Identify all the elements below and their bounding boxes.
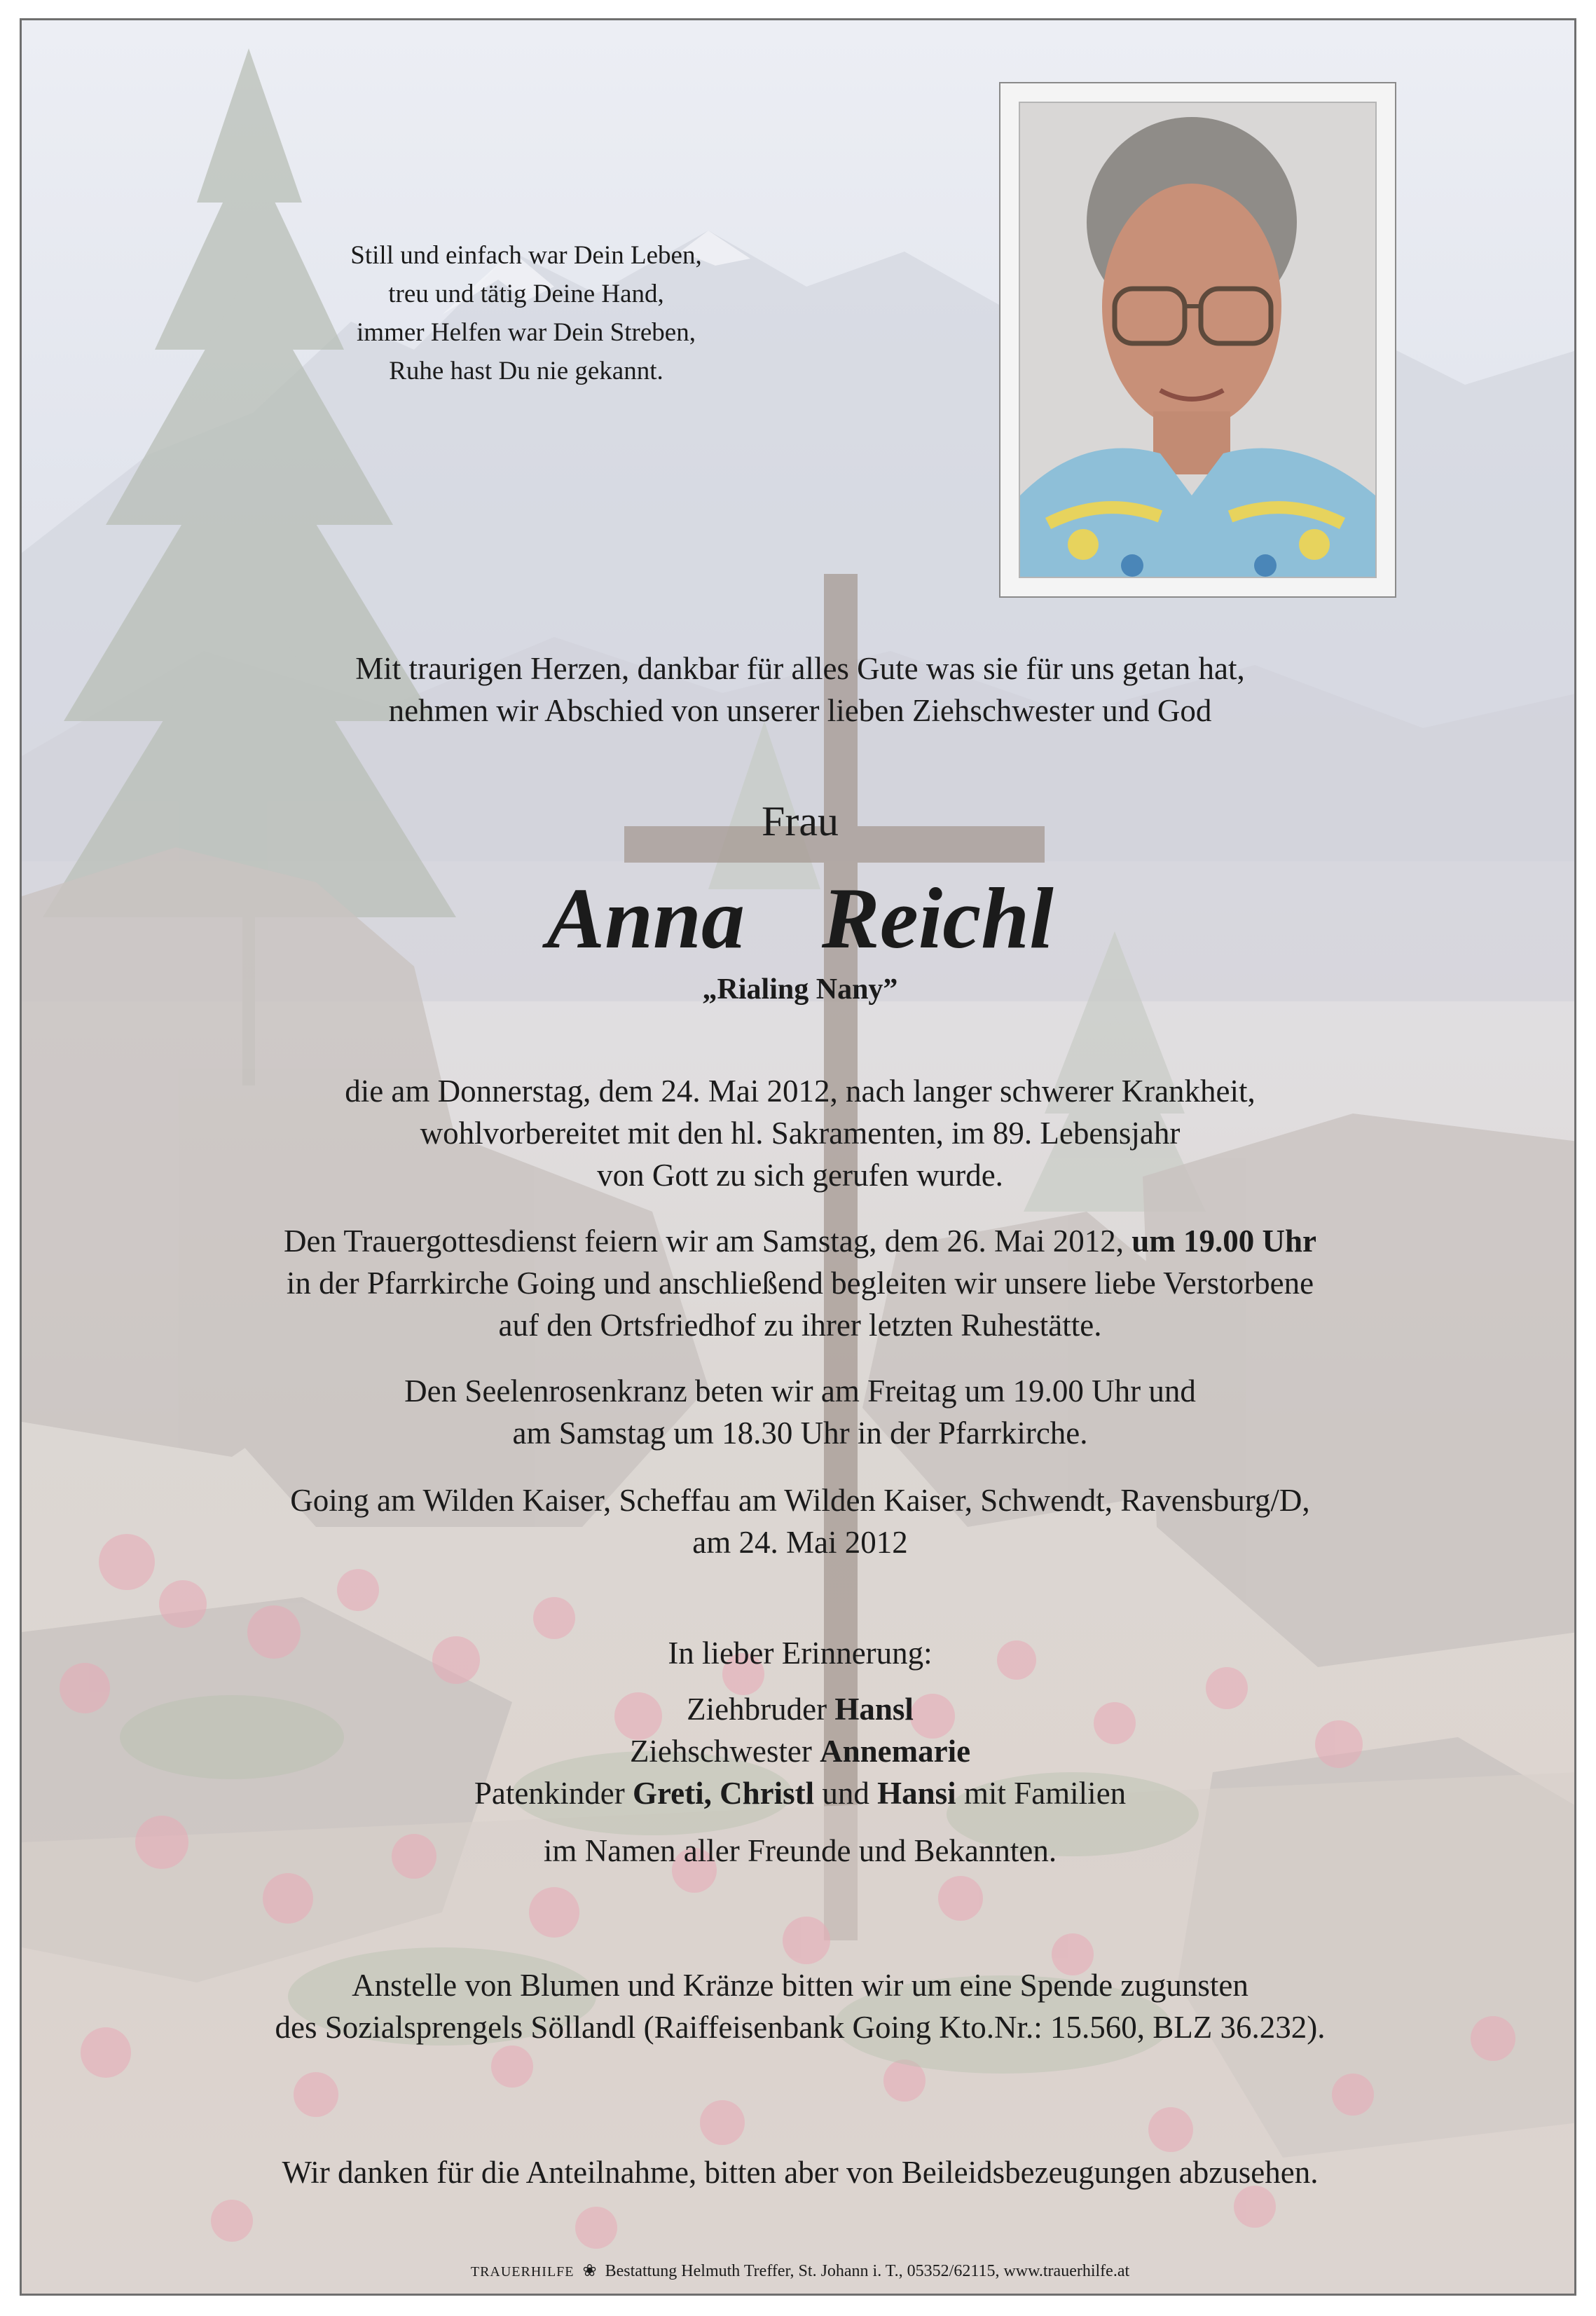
intro-text [22,647,1576,732]
mourners-list [22,1688,1576,1872]
intro-line: Mit traurigen Herzen, dankbar für alles Gute was sie für uns getan hat, [355,651,1245,686]
place-line: Going am Wilden Kaiser, Scheffau am Wilden Kaiser, Schwendt, Ravensburg/D, [290,1483,1310,1518]
death-notice-line: wohlvorbereitet mit den hl. Sakramenten, im 89. Lebensjahr [420,1116,1181,1151]
mourner-name: Hansi [877,1776,956,1811]
portrait-frame [999,82,1396,598]
mourner-name: Hansl [834,1692,914,1727]
funeral-time: um 19.00 Uhr [1131,1224,1316,1259]
obituary-sheet [20,18,1576,2296]
intro-line: nehmen wir Abschied von unserer lieben Ziehschwester und God [388,693,1212,728]
donation-line: des Sozialsprengels Söllandl (Raiffeisenbank Going Kto.Nr.: 15.560, BLZ 36.232). [275,2010,1326,2045]
poem-line: treu und tätig Deine Hand, [388,280,664,308]
memory-heading: In lieber Erinnerung: [668,1636,933,1671]
footer-logo-icon: ❀ [578,2262,601,2280]
place-date [22,1479,1576,1563]
mourner-relation: Ziehbruder [687,1692,835,1727]
mourner-relation: Ziehschwester [629,1734,820,1769]
death-notice-line: die am Donnerstag, dem 24. Mai 2012, nach langer schwerer Krankheit, [345,1074,1256,1109]
mourner-line: im Namen aller Freunde und Bekannten. [543,1833,1057,1868]
deceased-name: Anna Reichl [546,870,1054,966]
death-notice-line: von Gott zu sich gerufen wurde. [597,1158,1003,1193]
funeral-text: Den Trauergottesdienst feiern wir am Samstag, dem 26. Mai 2012, [284,1224,1132,1259]
poem-line: Ruhe hast Du nie gekannt. [389,357,663,385]
poem [211,236,841,390]
footer-text: Bestattung Helmuth Treffer, St. Johann i. T., 05352/62115, www.trauerhilfe.at [605,2262,1130,2280]
funeral-line: auf den Ortsfriedhof zu ihrer letzten Ruhestätte. [498,1308,1102,1343]
footer-brand: TRAUERHILFE [470,2264,575,2280]
funeral-line: in der Pfarrkirche Going und anschließend begleiten wir unsere liebe Verstorbene [286,1266,1314,1301]
donation-request [22,1964,1576,2048]
mourner-line [22,1730,1576,1772]
mourner-conjunction: und [814,1776,878,1811]
portrait-photo [1019,102,1377,578]
mourner-name: Greti, Christl [633,1776,815,1811]
rosary-line: am Samstag um 18.30 Uhr in der Pfarrkirche. [512,1416,1088,1451]
death-notice [22,1070,1576,1196]
mourner-line [22,1772,1576,1814]
donation-line: Anstelle von Blumen und Kränze bitten wir um eine Spende zugunsten [352,1968,1248,2003]
date-line: am 24. Mai 2012 [692,1525,908,1560]
rosary-line: Den Seelenrosenkranz beten wir am Freitag um 19.00 Uhr und [404,1373,1196,1409]
thanks-note: Wir danken für die Anteilnahme, bitten aber von Beileidsbezeugungen abzusehen. [282,2155,1319,2190]
funeral-line [22,1220,1576,1262]
mourner-suffix: mit Familien [956,1776,1127,1811]
rosary-info [22,1370,1576,1454]
mourner-line [22,1688,1576,1730]
salutation: Frau [762,798,839,844]
poem-line: Still und einfach war Dein Leben, [350,241,702,270]
poem-line: immer Helfen war Dein Streben, [357,318,696,347]
mourner-name: Annemarie [820,1734,971,1769]
nickname: „Rialing Nany” [702,973,898,1006]
funeral-info [22,1220,1576,1346]
mourner-relation: Patenkinder [474,1776,633,1811]
footer [22,2261,1576,2282]
